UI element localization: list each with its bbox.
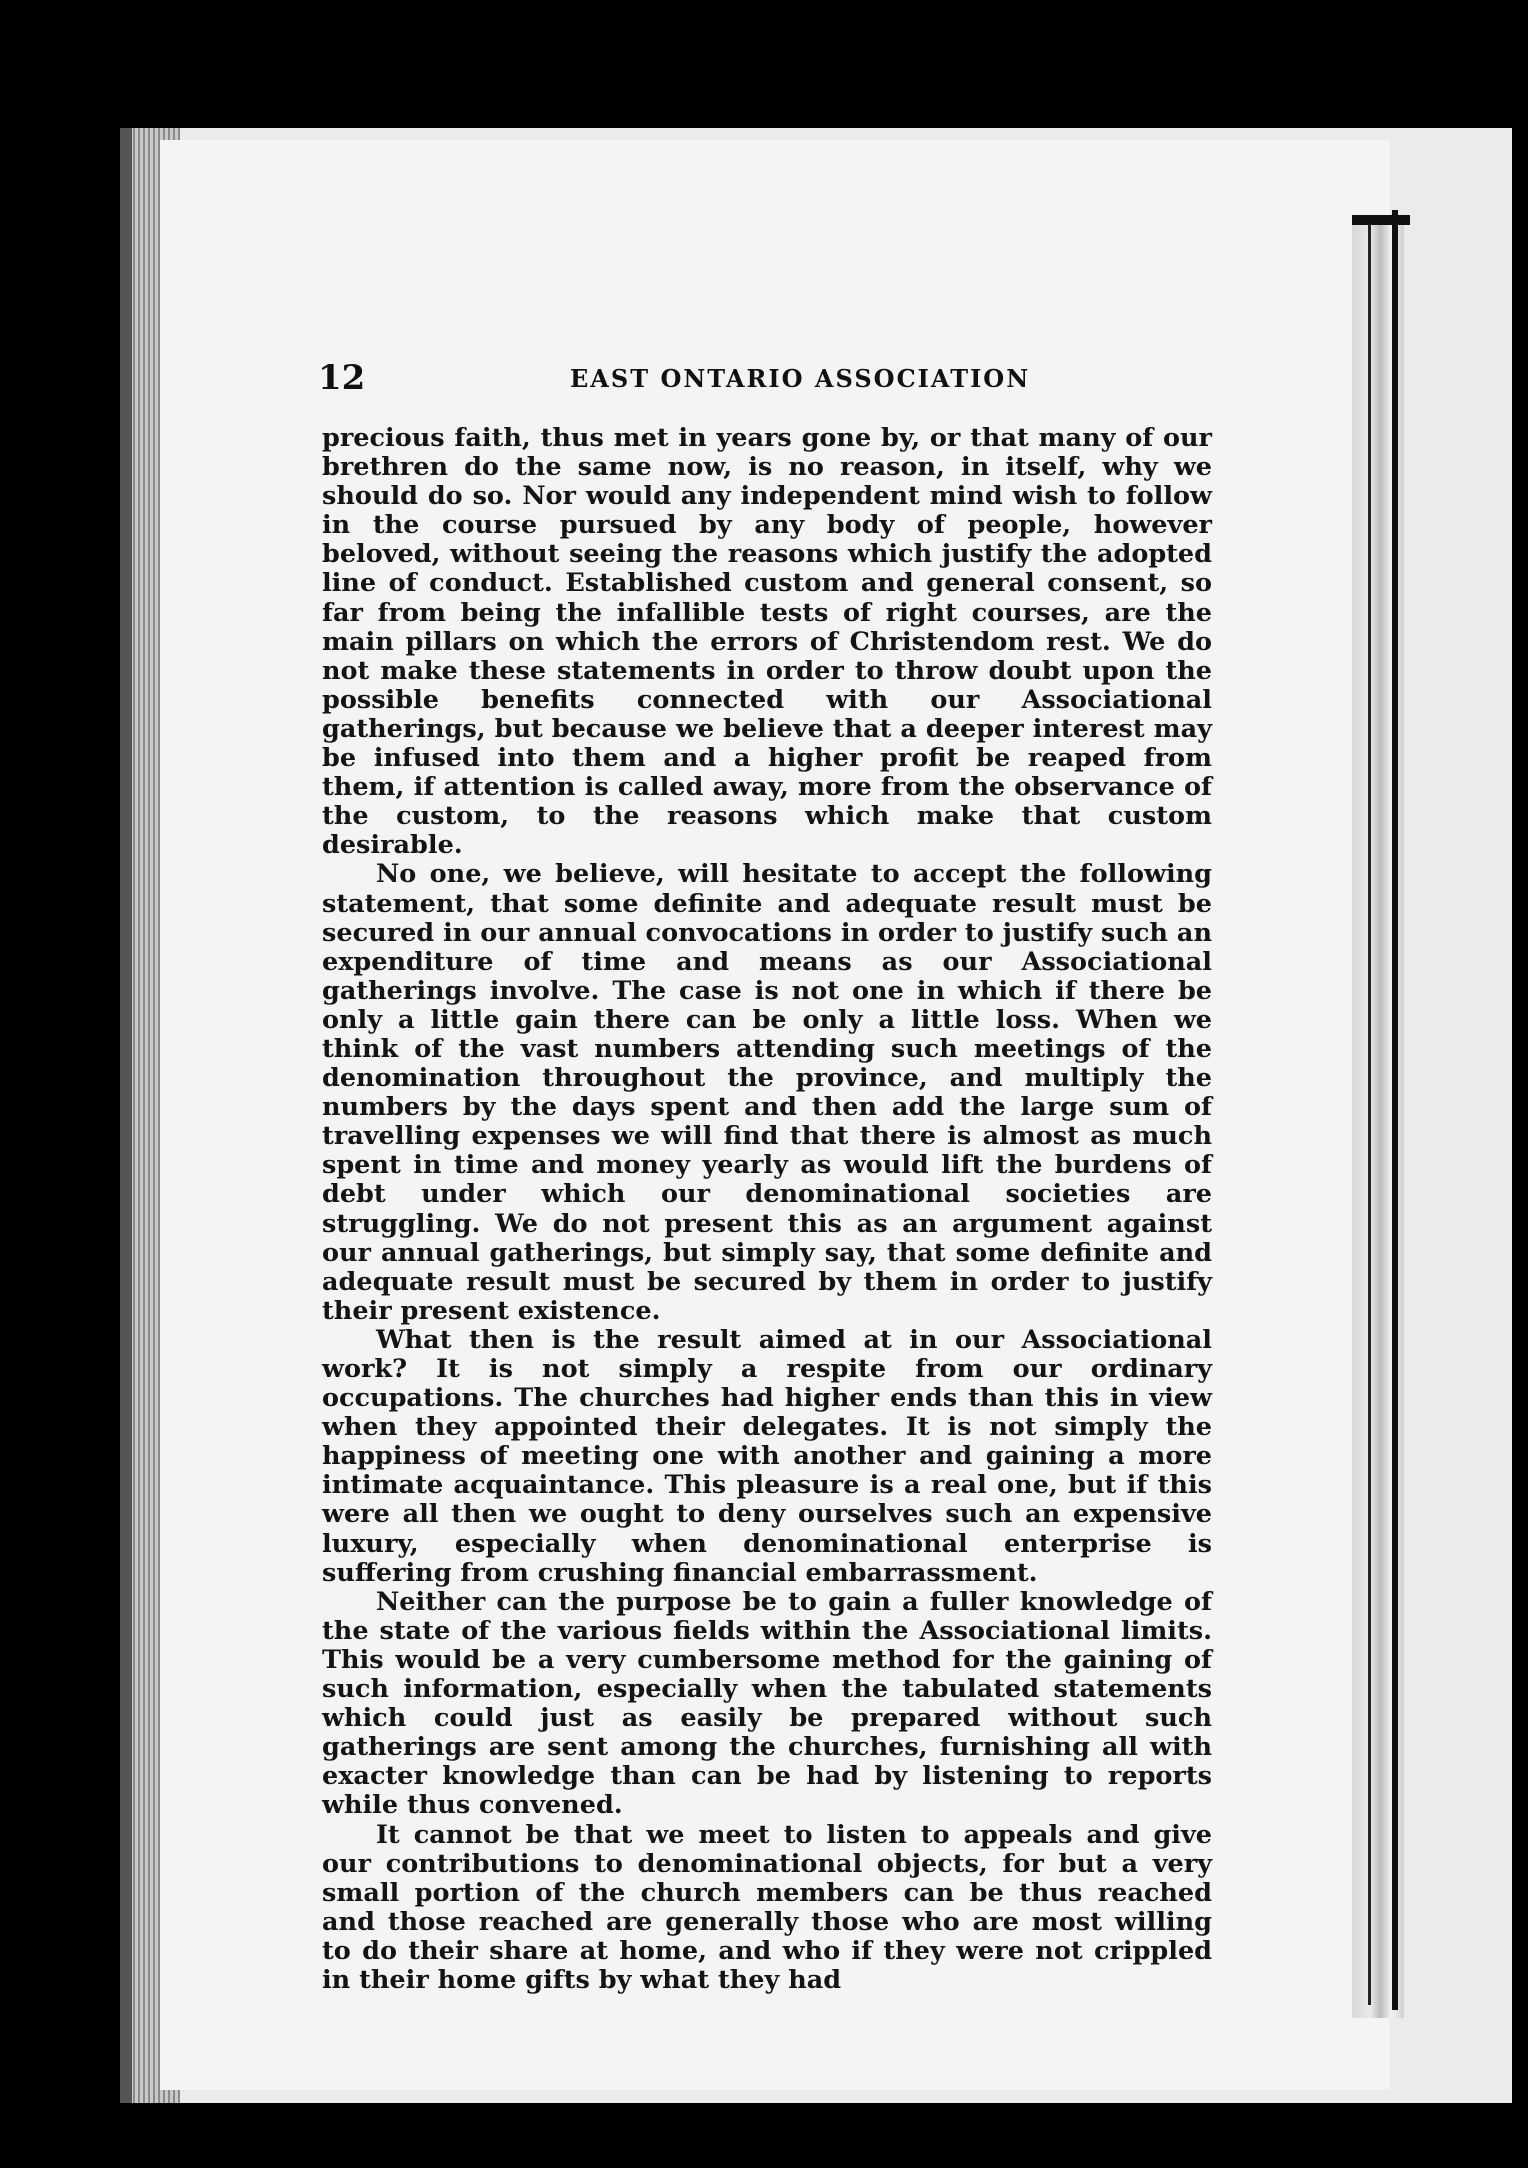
page-number: 12: [318, 358, 366, 398]
binding-spine-line: [1392, 210, 1398, 2010]
binding-thread: [1368, 225, 1371, 2005]
paragraph-2: No one, we believe, will hesitate to accept the following statement, that some definite and adequate result must be secured in our annual convocations in order to justify such an expenditure of time and means as our Associational gatherings involve. The case is not one in which if there be only a little gain there can be only a little loss. When we think of the vast numbers attending such meetings of the denomination throughout the province, and multiply the numbers by the days spent and then add the large sum of travelling expenses we will find that there is almost as much spent in time and money yearly as would lift the burdens of debt under which our denominational societies are struggling. We do not present this as an argument against our annual gatherings, but simply say, that some definite and adequate result must be secured by them in order to justify their present existence.: [322, 859, 1212, 1326]
paragraph-3: What then is the result aimed at in our Associational work? It is not simply a respite from our ordinary occupations. The churches had higher ends than this in view when they appointed their delegates. It is not simply the happiness of meeting one with another and gaining a more intimate acquaintance. This pleasure is a real one, but if this were all then we ought to deny ourselves such an expensive luxury, especially when denominational enterprise is suffering from crushing financial embarrassment.: [322, 1324, 1212, 1588]
body-text: [322, 424, 1212, 1995]
paragraph-5: It cannot be that we meet to listen to appeals and give our contributions to denominational objects, for but a very small portion of the church members can be thus reached and those reached are generally those who are most willing to do their share at home, and who if they were not crippled in their home gifts by what they had: [322, 1819, 1212, 1995]
paragraph-4: Neither can the purpose be to gain a fuller knowledge of the state of the various fields within the Associational limits. This would be a very cumbersome method for the gaining of such information, especially when the tabulated statements which could just as easily be prepared without such gatherings are sent among the churches, furnishing all with exacter knowledge than can be had by listening to reports while thus convened.: [322, 1586, 1212, 1821]
page-header: [318, 358, 1208, 408]
paragraph-1: precious faith, thus met in years gone by, or that many of our brethren do the same now, is no reason, in itself, why we should do so. Nor would any independent mind wish to follow in the course pursued by any body of people, however beloved, without seeing the reasons which justify the adopted line of conduct. Established custom and general consent, so far from being the infallible tests of right courses, are the main pillars on which the errors of Christendom rest. We do not make these statements in order to throw doubt upon the possible benefits connected with our Associational gatherings, but because we believe that a deeper interest may be infused into them and a higher profit be reaped from them, if attention is called away, more from the observance of the custom, to the reasons which make that custom desirable.: [322, 423, 1212, 861]
binding-top-cap: [1352, 215, 1410, 225]
running-head: EAST ONTARIO ASSOCIATION: [570, 364, 1031, 393]
